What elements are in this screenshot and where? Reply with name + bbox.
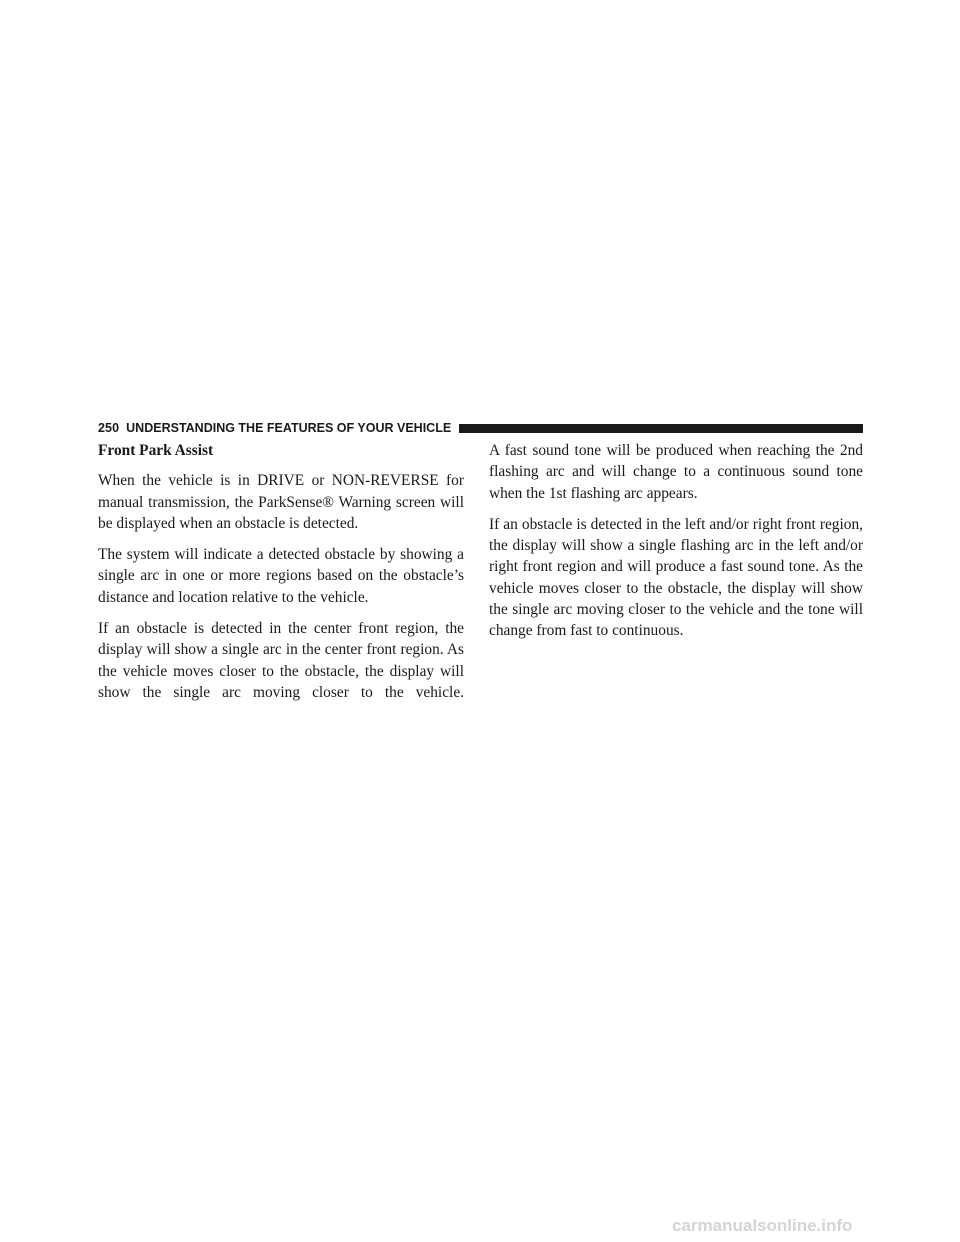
right-column — [489, 440, 863, 652]
page-number: 250 — [98, 421, 120, 435]
paragraph: The system will indicate a detected obstacle by showing a single arc in one or more regions based on the obstacle’s distance and location relative to the vehicle. — [98, 546, 464, 606]
left-column — [98, 440, 464, 713]
section-title: UNDERSTANDING THE FEATURES OF YOUR VEHICLE — [126, 421, 452, 435]
page-header — [98, 418, 863, 438]
watermark: carmanualsonline.info — [672, 1216, 853, 1235]
section-heading: Front Park Assist — [98, 442, 214, 459]
paragraph: If an obstacle is detected in the left and/or right front region, the display will show a single flashing arc in the left and/or right front region and will produce a fast sound tone. As the vehicle moves closer to the obstacle, the display will show the single arc moving closer to the vehicle and the tone will change from fast to continuous. — [489, 515, 863, 640]
paragraph: If an obstacle is detected in the center front region, the display will show a single arc in the center front region. As the vehicle moves closer to the obstacle, the display will show the single arc moving closer to the vehicle. — [98, 620, 464, 701]
paragraph: A fast sound tone will be produced when reaching the 2nd flashing arc and will change to a continuous sound tone when the 1st flashing arc appears. — [489, 442, 863, 502]
header-rule — [459, 424, 863, 433]
paragraph: When the vehicle is in DRIVE or NON-REVERSE for manual transmission, the ParkSense® Warning screen will be displayed when an obstacle is detected. — [98, 472, 464, 532]
